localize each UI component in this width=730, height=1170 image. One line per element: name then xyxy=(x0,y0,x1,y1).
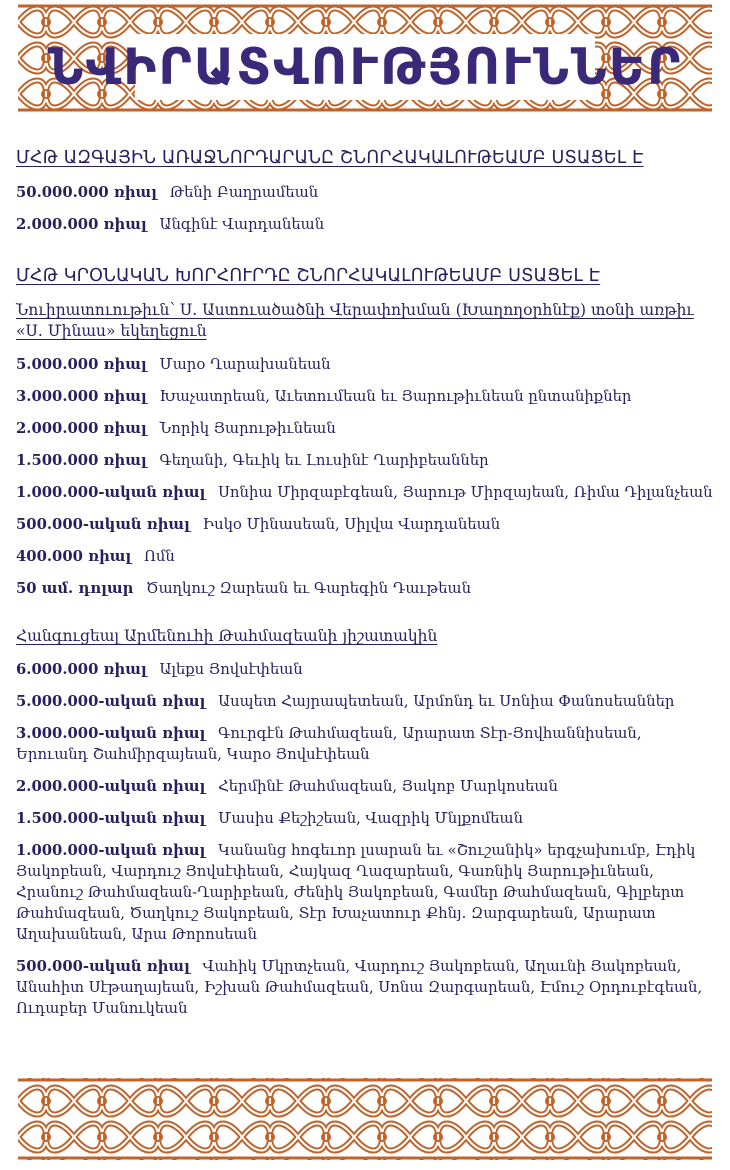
donor-names: Խաչատրեան, Աւետումեան եւ Յարութիւնեան ընտանիքներ xyxy=(159,388,632,405)
donation-entry xyxy=(16,723,716,765)
donor-names: Գուրգէն Թահմազեան, Արարատ Տէր-Յովհաննիսեան, Երուանդ Շահմիրզայեան, Կարօ Յովսէփեան xyxy=(16,725,642,763)
donation-amount: 500.000-ական ռիալ xyxy=(16,958,190,975)
donation-amount: 500.000-ական ռիալ xyxy=(16,516,190,533)
donor-names: Հերմինէ Թահմազեան, Յակոբ Մարկոսեան xyxy=(218,778,558,795)
section-subheading-church-donation: Նուիրատուութիւն՝ Ս. Աստուածածնի Վերափոխման (Խաղողօրհնէք) տօնի առթիւ «Ս. Մինաս» եկեղեցուն xyxy=(16,301,694,340)
donation-amount: 3.000.000-ական ռիալ xyxy=(16,725,206,742)
donation-entry xyxy=(16,418,716,439)
donation-amount: 50.000.000 ռիալ xyxy=(16,184,158,201)
donor-names: Իսկօ Մինասեան, Սիլվա Վարդանեան xyxy=(202,516,501,533)
donor-names: Թենի Բաղրամեան xyxy=(169,184,319,201)
donation-amount: 5.000.000-ական ռիալ xyxy=(16,693,206,710)
donation-entry xyxy=(16,956,716,1019)
donation-amount: 50 ամ. դոլար xyxy=(16,580,134,597)
donation-amount: 1.500.000-ական ռիալ xyxy=(16,810,206,827)
donation-entry xyxy=(16,450,716,471)
donor-names: Նորիկ Յարութիւնեան xyxy=(159,420,336,437)
donation-entry xyxy=(16,840,716,945)
section-heading-religious-council: ՄՀԹ ԿՐՕՆԱԿԱՆ ԽՈՐՀՈՒՐԴԸ ՇՆՈՐՀԱԿԱԼՈՒԹԵԱՄԲ ՍՏԱՑԵԼ Է xyxy=(16,266,601,286)
donor-names: Ծաղկուշ Զարեան եւ Գարեգին Դաւթեան xyxy=(146,580,472,597)
section-subheading-memorial: Հանգուցեալ Արմենուհի Թահմազեանի յիշատակին xyxy=(16,627,438,645)
donation-entry xyxy=(16,659,716,680)
main-content xyxy=(16,148,716,1030)
donation-amount: 5.000.000 ռիալ xyxy=(16,356,147,373)
donor-names: Ալեքս Յովսէփեան xyxy=(159,661,303,678)
donation-amount: 2.000.000 ռիալ xyxy=(16,216,147,233)
donation-entry xyxy=(16,776,716,797)
knot-pattern-bottom xyxy=(18,1078,712,1160)
donor-names: Կանանց հոգեւոր լսարան եւ «Շուշանիկ» երգչախումբ, Էդիկ Յակոբեան, Վարդուշ Յովսէփեան, Հայկազ Ղազարեան, Գառնիկ Յարութիւնեան, Հրանուշ Թահմազեան-Ղարիբեան, Ժենիկ Յակոբեան, Գամեր Թահմազեան, Գիլբերտ Թահմազեան, Ծաղկուշ Յակոբեան, Տէր Խաչատուր Քհնյ. Զարգարեան, Արարատ Աղախանեան, Արա Թորոսեան xyxy=(16,842,696,943)
donor-names: Մարօ Ղարախանեան xyxy=(159,356,331,373)
donation-amount: 3.000.000 ռիալ xyxy=(16,388,147,405)
bottom-ornament-border xyxy=(18,1078,712,1160)
section-heading-national-prelacy: ՄՀԹ ԱԶԳԱՅԻՆ ԱՌԱՋՆՈՐԴԱՐԱՆԸ ՇՆՈՐՀԱԿԱԼՈՒԹԵԱՄԲ ՍՏԱՑԵԼ Է xyxy=(16,148,644,168)
donation-entry xyxy=(16,514,716,535)
donation-entry xyxy=(16,578,716,599)
donation-amount: 1.500.000 ռիալ xyxy=(16,452,147,469)
donor-names: Ոմն xyxy=(144,548,175,565)
donation-entry xyxy=(16,354,716,375)
donation-amount: 6.000.000 ռիալ xyxy=(16,661,147,678)
donation-amount: 1.000.000-ական ռիալ xyxy=(16,484,206,501)
donor-names: Անգինէ Վարդանեան xyxy=(159,216,325,233)
donation-entry xyxy=(16,546,716,567)
donation-amount: 2.000.000-ական ռիալ xyxy=(16,778,206,795)
donation-entry xyxy=(16,691,716,712)
donation-entry xyxy=(16,386,716,407)
donor-names: Ասպետ Հայրապետեան, Արմոնդ եւ Սոնիա Փանոսեաններ xyxy=(218,693,675,710)
donation-amount: 2.000.000 ռիալ xyxy=(16,420,147,437)
donor-names: Սոնիա Միրզաբէգեան, Յարութ Միրզայեան, Ռիմա Դիլանչեան xyxy=(218,484,713,501)
donor-names: Վաhիկ Մկրտչեան, Վարդուշ Յակոբեան, Աղաւնի Յակոբեան, Անահիտ Սէթաղայեան, Իշխան Թահմազեան, Սոնա Զարգարեան, Էմուշ Օրդուբէգեան, Ուդաբեր Մանուկեան xyxy=(16,958,703,1017)
donation-entry xyxy=(16,214,716,235)
donation-entry xyxy=(16,482,716,503)
donor-names: Մասիս Քեշիշեան, Վազրիկ Մնլքոմեան xyxy=(218,810,523,827)
donation-entry xyxy=(16,808,716,829)
donation-entry xyxy=(16,182,716,203)
page-title: ՆՎԻՐԱՏՎՈՒԹՅՈՒՆՆԵՐ xyxy=(47,38,683,96)
title-plate xyxy=(47,34,683,100)
donation-amount: 1.000.000-ական ռիալ xyxy=(16,842,206,859)
donor-names: Գեղանի, Գեւիկ եւ Լուսինէ Ղարիբեաններ xyxy=(159,452,489,469)
donation-amount: 400.000 ռիալ xyxy=(16,548,132,565)
